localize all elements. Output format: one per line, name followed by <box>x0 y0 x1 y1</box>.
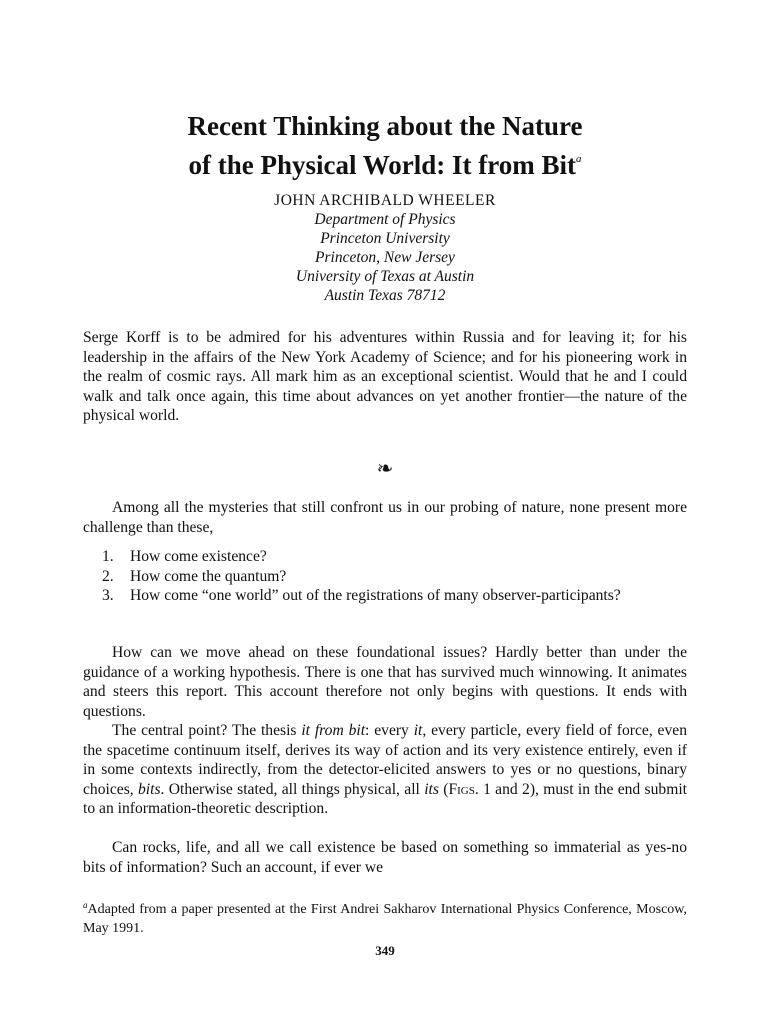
body-paragraph-2: The central point? The thesis it from bit: every it, every particle, every field of force, even the spacetime continuum itself, derives its way of action and its very existence entirely, even if in some contexts indirectly, from the detector-elicited answers to yes or no questions, binary choices, bits. Otherwise stated, all things physical, all its (Figs. 1 and 2), must in the end submit to an information-theoretic description. <box>83 722 687 817</box>
body-paragraph-1: How can we move ahead on these foundational issues? Hardly better than under the guidance of a working hypothesis. There is one that has survived much winnowing. It animates and steers this report. This account therefore not only begins with questions. It ends with questions. <box>83 644 687 720</box>
title-footnote-mark: a <box>575 153 582 165</box>
list-item-text: How come the quantum? <box>130 567 287 585</box>
fleuron-ornament: ❧ <box>376 458 394 480</box>
affiliation-line: Princeton University <box>320 230 450 247</box>
author-name: JOHN ARCHIBALD WHEELER <box>274 192 496 209</box>
list-item <box>102 586 687 606</box>
list-item-text: How come existence? <box>130 548 267 565</box>
footnote-text: Adapted from a paper presented at the First Andrei Sakharov International Physics Conference, Moscow, May 1991. <box>83 902 687 936</box>
affiliation-line: Austin Texas 78712 <box>324 287 446 304</box>
title-line-1: Recent Thinking about the Nature <box>187 111 583 141</box>
paper-title <box>83 110 687 182</box>
page-number: 349 <box>375 943 395 958</box>
list-item <box>102 547 687 567</box>
dedication-paragraph: Serge Korff is to be admired for his adventures within Russia and for leaving it; for his leadership in the affairs of the New York Academy of Science; and for his pioneering work in the realm of cosmic rays. All mark him as an exceptional scientist. Would that he and I could walk and talk once again, this time about advances on yet another frontier—the nature of the physical world. <box>83 329 687 424</box>
question-list <box>102 547 687 606</box>
body-paragraph-3: Can rocks, life, and all we call existence be based on something so immaterial as yes-no bits of information? Such an account, if ever we <box>83 839 687 876</box>
title-line-2: of the Physical World: It from Bit$^a$ <box>188 150 582 180</box>
intro-paragraph: Among all the mysteries that still confront us in our probing of nature, none present more challenge than these, <box>83 499 687 536</box>
list-item-number: 1. <box>102 548 114 565</box>
affiliation-line: Department of Physics <box>314 211 456 228</box>
footnote <box>83 896 687 938</box>
affiliation-line: University of Texas at Austin <box>295 268 475 285</box>
list-item <box>102 567 687 587</box>
affiliation-line: Princeton, New Jersey <box>315 249 455 266</box>
author-block <box>83 191 687 305</box>
list-item-text: How come “one world” out of the registrations of many observer-participants? <box>130 587 621 604</box>
list-item-number: 3. <box>102 587 114 604</box>
list-item-number: 2. <box>102 567 114 585</box>
footnote-mark: a <box>83 900 88 910</box>
